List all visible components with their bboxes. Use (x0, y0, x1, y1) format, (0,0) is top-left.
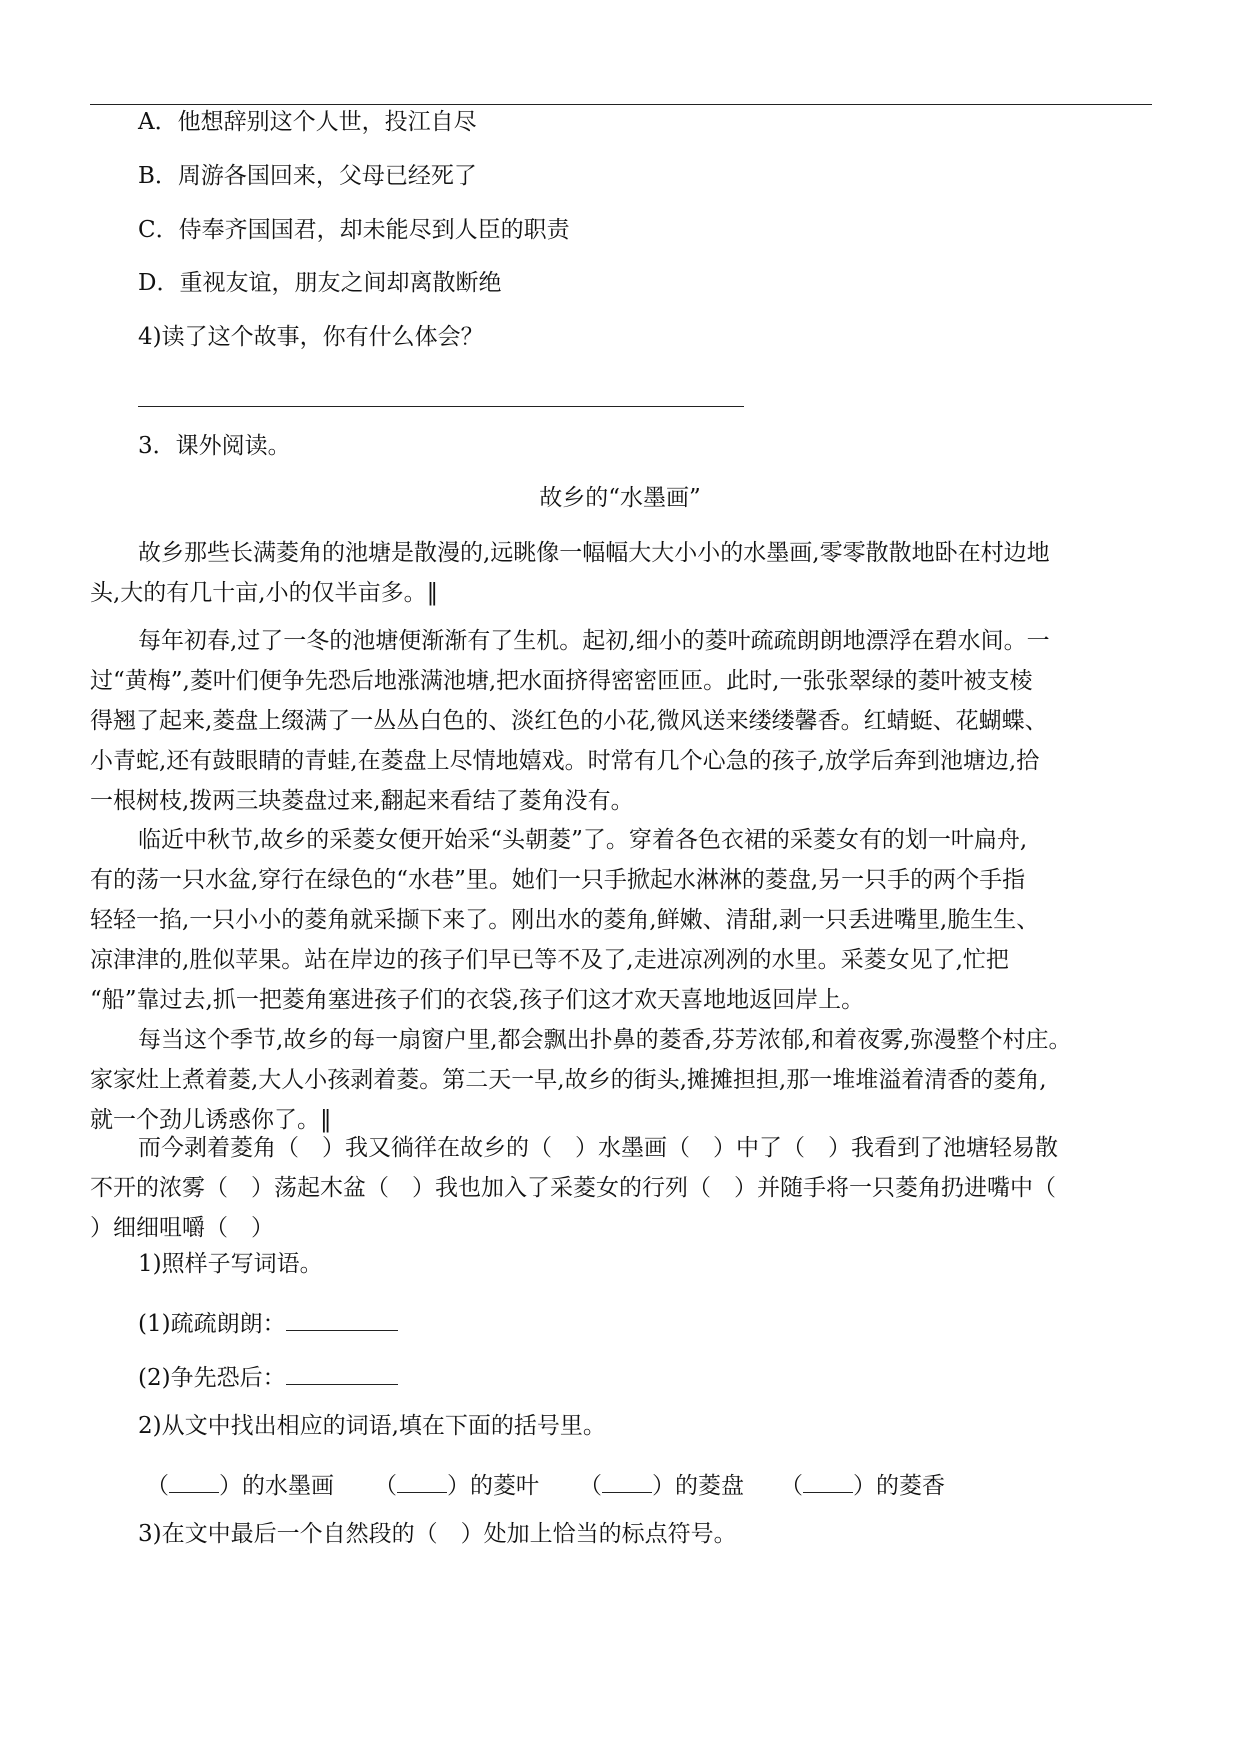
paragraph-line: 得翘了起来,菱盘上缀满了一丛丛白色的、淡红色的小花,微风送来缕缕馨香。红蜻蜓、花蝴蝶、 (90, 708, 1048, 734)
question-2-item-text: ）的菱叶 (447, 1473, 539, 1499)
fill-blank[interactable] (169, 1469, 219, 1493)
option-a: A．他想辞别这个人世，投江自尽 (138, 109, 477, 135)
paragraph-line: 头,大的有几十亩,小的仅半亩多。‖ (90, 580, 439, 606)
paragraph-3 (90, 820, 1152, 1020)
question-2-item-text: ）的菱盘 (652, 1473, 744, 1499)
question-2-item (579, 1469, 744, 1498)
paragraph-line: 而今剥着菱角（ ）我又徜徉在故乡的（ ）水墨画（ ）中了（ ）我看到了池塘轻易散 (138, 1135, 1058, 1161)
question-2-item (146, 1469, 334, 1498)
paren-open: （ (146, 1473, 169, 1499)
paragraph-line: 每当这个季节,故乡的每一扇窗户里,都会飘出扑鼻的菱香,芬芳浓郁,和着夜雾,弥漫整个村庄。 (138, 1027, 1072, 1053)
paragraph-line: 小青蛇,还有鼓眼睛的青蛙,在菱盘上尽情地嬉戏。时常有几个心急的孩子,放学后奔到池塘边,拾 (90, 748, 1040, 774)
fill-blank[interactable] (286, 1307, 398, 1331)
paragraph-2 (90, 621, 1152, 821)
question-1: 1)照样子写词语。 (138, 1251, 323, 1277)
question-2-item-text: ）的水墨画 (219, 1473, 334, 1499)
question-2: 2)从文中找出相应的词语,填在下面的括号里。 (138, 1413, 606, 1439)
answer-line (138, 406, 744, 407)
section-3-heading: 3．课外阅读。 (138, 433, 291, 459)
paragraph-line: 临近中秋节,故乡的采菱女便开始采“头朝菱”了。穿着各色衣裙的采菱女有的划一叶扁舟, (138, 827, 1028, 853)
paragraph-line: 凉津津的,胜似苹果。站在岸边的孩子们早已等不及了,走进凉冽冽的水里。采菱女见了,忙把 (90, 947, 1009, 973)
fill-blank[interactable] (803, 1469, 853, 1493)
passage-title: 故乡的“水墨画” (539, 485, 701, 511)
paragraph-4 (90, 1020, 1152, 1140)
option-b: B．周游各国回来，父母已经死了 (138, 163, 477, 189)
paragraph-1 (90, 533, 1152, 613)
question-4: 4)读了这个故事，你有什么体会？ (138, 324, 484, 350)
question-2-item (780, 1469, 945, 1498)
paren-open: （ (780, 1473, 803, 1499)
paragraph-line: 故乡那些长满菱角的池塘是散漫的,远眺像一幅幅大大小小的水墨画,零零散散地卧在村边地 (138, 540, 1050, 566)
paragraph-line: 有的荡一只水盆,穿行在绿色的“水巷”里。她们一只手掀起水淋淋的菱盘,另一只手的两个手指 (90, 867, 1026, 893)
paragraph-line: 家家灶上煮着菱,大人小孩剥着菱。第二天一早,故乡的街头,摊摊担担,那一堆堆溢着清香的菱角, (90, 1067, 1047, 1093)
question-1b (138, 1361, 398, 1390)
paragraph-line: ）细细咀嚼（ ） (90, 1215, 274, 1241)
paragraph-line: 轻轻一掐,一只小小的菱角就采撷下来了。刚出水的菱角,鲜嫩、清甜,剥一只丢进嘴里,脆生生、 (90, 907, 1040, 933)
question-3: 3)在文中最后一个自然段的（ ）处加上恰当的标点符号。 (138, 1521, 737, 1547)
paragraph-line: 一根树枝,拨两三块菱盘过来,翻起来看结了菱角没有。 (90, 788, 634, 814)
paren-open: （ (374, 1473, 397, 1499)
paragraph-line: “船”靠过去,抓一把菱角塞进孩子们的衣袋,孩子们这才欢天喜地地返回岸上。 (90, 987, 865, 1013)
question-2-item-text: ）的菱香 (853, 1473, 945, 1499)
fill-blank[interactable] (602, 1469, 652, 1493)
option-d: D．重视友谊，朋友之间却离散断绝 (138, 270, 502, 296)
paragraph-line: 就一个劲儿诱惑你了。‖ (90, 1107, 332, 1133)
paragraph-line: 不开的浓雾（ ）荡起木盆（ ）我也加入了采菱女的行列（ ）并随手将一只菱角扔进嘴中（ (90, 1175, 1056, 1201)
header-rule (90, 104, 1152, 105)
fill-blank[interactable] (286, 1361, 398, 1385)
paragraph-line: 每年初春,过了一冬的池塘便渐渐有了生机。起初,细小的菱叶疏疏朗朗地漂浮在碧水间。一 (138, 628, 1050, 654)
question-2-item (374, 1469, 539, 1498)
option-c: C．侍奉齐国国君，却未能尽到人臣的职责 (138, 217, 570, 243)
question-1b-label: (2)争先恐后： (138, 1365, 286, 1391)
paren-open: （ (579, 1473, 602, 1499)
paragraph-5 (90, 1128, 1152, 1248)
paragraph-line: 过“黄梅”,菱叶们便争先恐后地涨满池塘,把水面挤得密密匝匝。此时,一张张翠绿的菱叶被支棱 (90, 668, 1033, 694)
fill-blank[interactable] (397, 1469, 447, 1493)
question-1a (138, 1307, 398, 1336)
question-1a-label: (1)疏疏朗朗： (138, 1311, 286, 1337)
